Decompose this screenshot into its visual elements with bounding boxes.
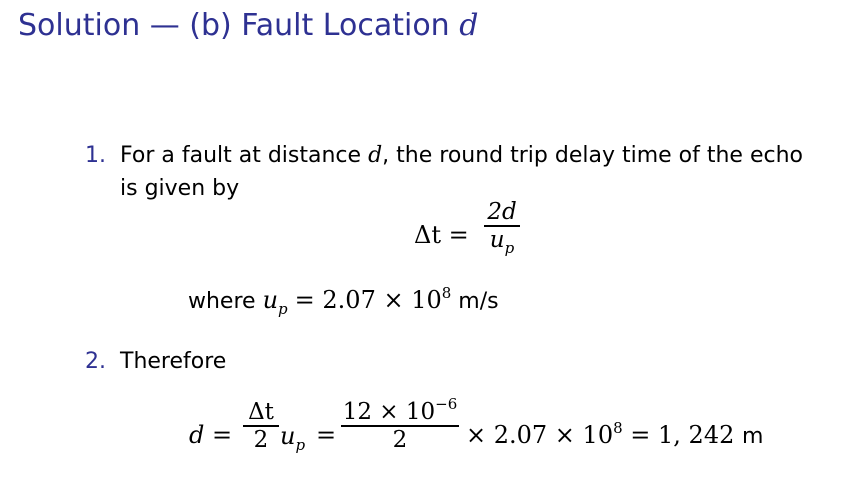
where-line [188, 284, 499, 318]
final-fraction-2 [341, 395, 459, 453]
frac2-denominator: 2 [392, 426, 408, 453]
delay-denominator [484, 226, 520, 257]
where-var: u [262, 286, 279, 314]
item-1-text-b: , the round trip delay time of the echo [382, 143, 803, 168]
final-fraction-1 [243, 399, 279, 453]
item-1-var-d: d [368, 143, 383, 168]
final-equals: = [316, 421, 337, 449]
item-2-text: Therefore [120, 349, 227, 374]
tail-product: × 2.07 × 10 [466, 421, 614, 449]
where-label: where [188, 289, 256, 314]
item-1-line-1 [120, 143, 803, 168]
final-unit: m [742, 424, 764, 449]
final-var-u [280, 422, 306, 454]
title-text: Solution — (b) Fault Location [18, 8, 450, 43]
final-tail [466, 421, 763, 449]
delay-fraction [484, 199, 520, 257]
item-1-text-a: For a fault at distance [120, 143, 362, 168]
frac2-num-exp: −6 [435, 395, 458, 413]
item-1-line-2: is given by [120, 176, 240, 201]
frac1-numerator: Δt [248, 399, 274, 425]
frac2-numerator [341, 395, 459, 425]
where-value: = 2.07 × 10 [294, 286, 442, 314]
list-number-2: 2. [85, 349, 106, 374]
where-exp: 8 [441, 284, 452, 302]
where-var-sub: p [278, 300, 288, 318]
delay-numerator: 2d [487, 199, 517, 225]
delay-equation-lhs: Δt = [414, 221, 469, 249]
final-lhs: d = [189, 421, 233, 449]
tail-exp: 8 [613, 419, 623, 437]
var-u: u [280, 422, 296, 450]
frac2-num-base: 12 × 10 [342, 399, 436, 425]
denominator-sub: p [504, 238, 515, 257]
title-variable: d [459, 8, 479, 43]
final-result: = 1, 242 [630, 421, 735, 449]
where-unit: m/s [458, 289, 499, 314]
frac1-denominator: 2 [253, 426, 269, 453]
slide-title [18, 8, 478, 43]
list-number-1: 1. [85, 143, 106, 168]
denominator-u: u [489, 226, 505, 253]
var-u-sub: p [295, 436, 306, 454]
